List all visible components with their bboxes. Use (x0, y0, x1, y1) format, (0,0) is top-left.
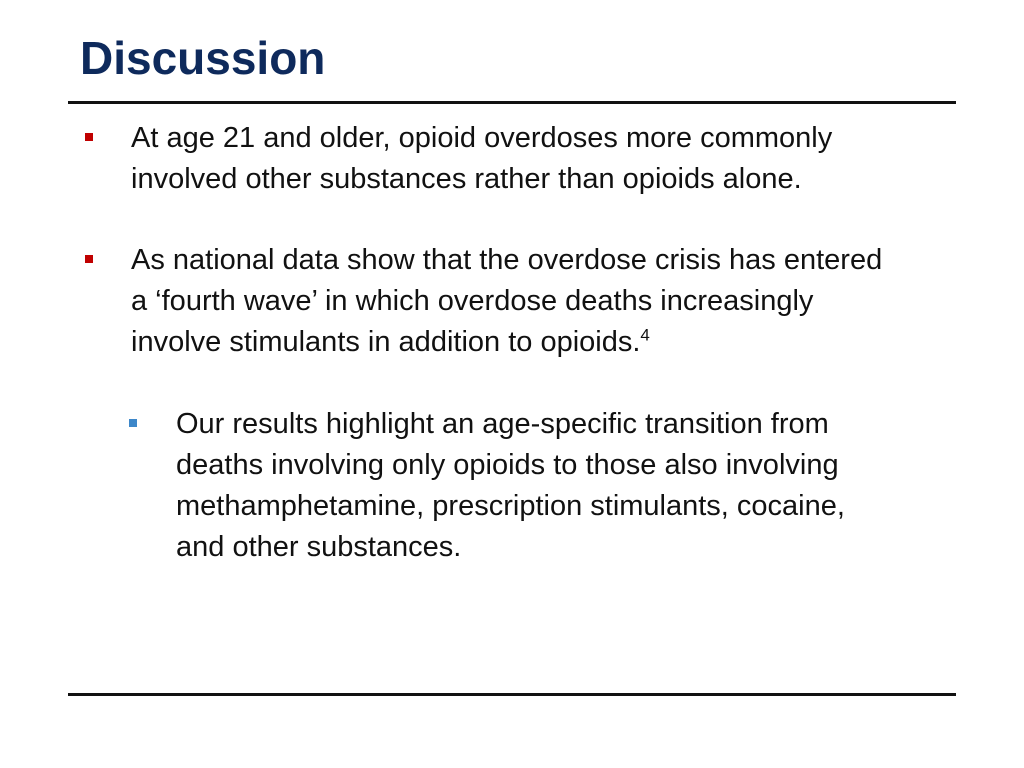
square-bullet-icon (129, 419, 137, 427)
slide-title: Discussion (80, 32, 326, 84)
title-divider (68, 101, 956, 104)
bullet-line-text: involve stimulants in addition to opioids. (131, 326, 641, 358)
bullet-item (131, 240, 951, 363)
bullet-line: involved other substances rather than opioids alone. (131, 163, 802, 195)
bullet-line-with-citation (131, 322, 951, 363)
footer-divider (68, 693, 956, 696)
bullet-item (131, 118, 951, 200)
square-bullet-icon (85, 255, 93, 263)
bullet-line: Our results highlight an age-specific transition from (176, 408, 829, 440)
bullet-line: deaths involving only opioids to those also involving (176, 449, 839, 481)
bullet-line: and other substances. (176, 531, 462, 563)
citation-superscript: 4 (640, 325, 650, 345)
bullet-line: methamphetamine, prescription stimulants, cocaine, (176, 490, 845, 522)
bullet-line: At age 21 and older, opioid overdoses more commonly (131, 122, 833, 154)
bullet-line: a ‘fourth wave’ in which overdose deaths increasingly (131, 285, 814, 317)
square-bullet-icon (85, 133, 93, 141)
sub-bullet-item (176, 404, 936, 568)
bullet-line: As national data show that the overdose crisis has entered (131, 244, 883, 276)
